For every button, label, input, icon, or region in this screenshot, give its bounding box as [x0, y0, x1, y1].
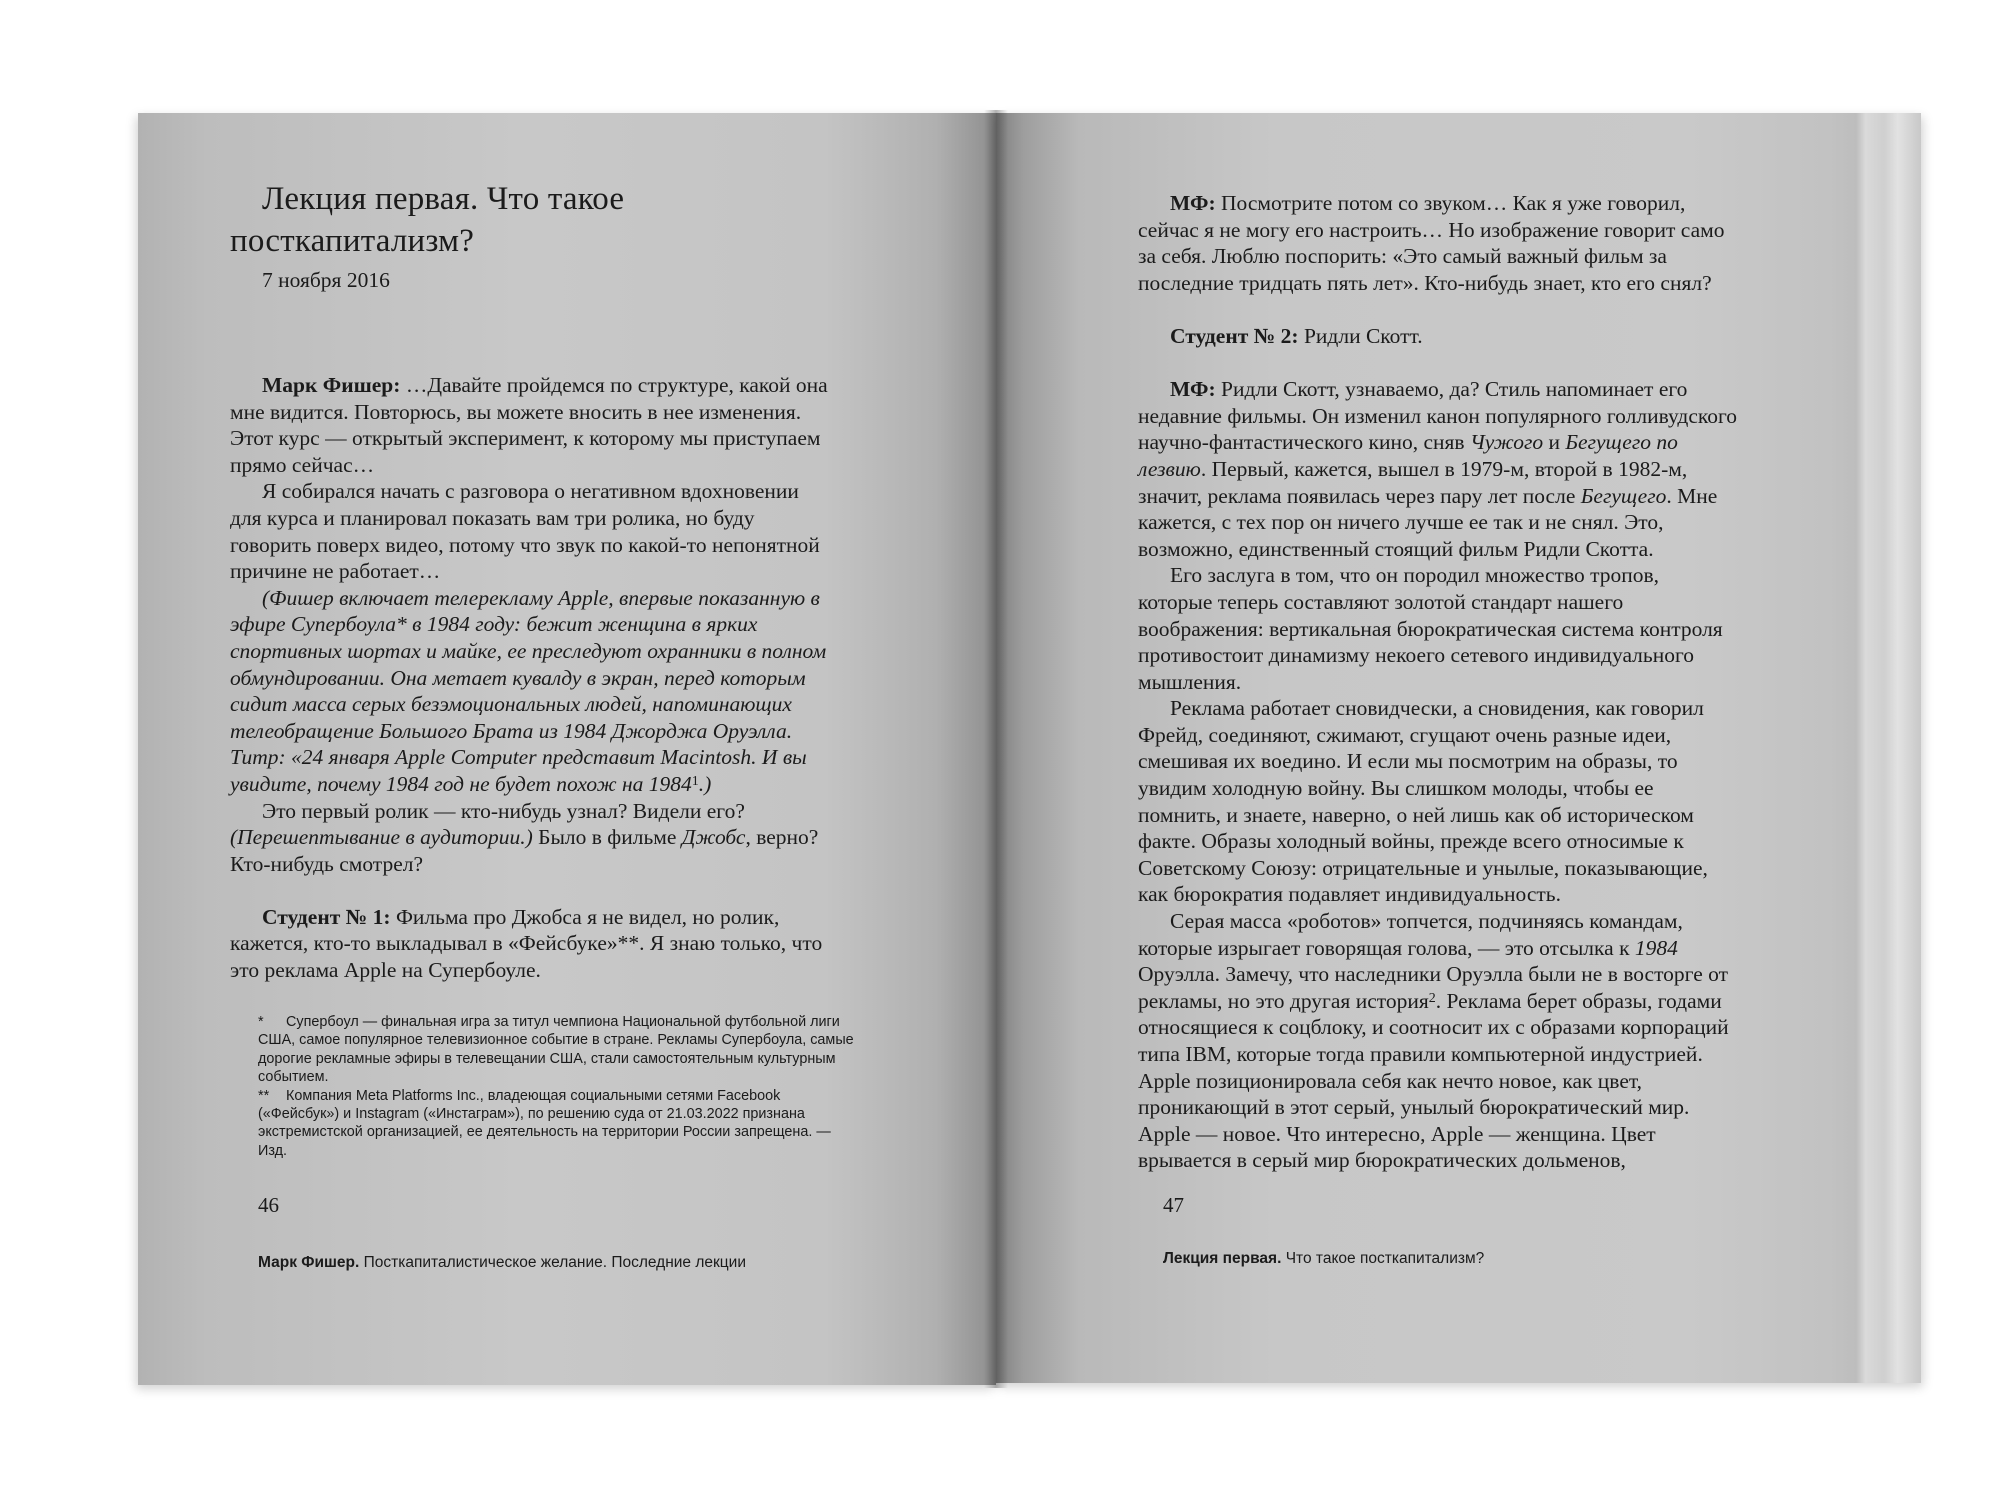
running-head-title: Что такое посткапитализм? [1281, 1250, 1485, 1267]
footnote [258, 1087, 858, 1161]
paragraph-text: …Давайте пройдемся по структуре, какой она мне видится. Повторюсь, вы можете вносить в нее изменения. Этот курс — открытый эксперимент, к которому мы приступаем прямо сейчас… [230, 373, 828, 477]
chapter-title [230, 178, 930, 262]
paragraph: Я собирался начать с разговора о негативном вдохновении для курса и планировал показать вам три ролика, но буду говорить поверх видео, потому что звук по какой-то непонятной причине не работает… [230, 479, 820, 584]
paragraph [230, 798, 828, 878]
footnote-mark: * [396, 612, 407, 637]
book-title: 1984 [1634, 935, 1678, 960]
running-head-left [258, 1254, 746, 1272]
stage-direction-text: .) [698, 771, 712, 796]
paragraph-text: . Мне кажется, с тех пор он ничего лучше ее так и не снял. Это, возможно, единственный стоящий фильм Ридли Скотта. [1138, 483, 1718, 561]
film-title: Чужого [1469, 430, 1544, 455]
footnote-text: Супербоул — финальная игра за титул чемпиона Национальной футбольной лиги США, самое популярное телевизионное событие в стране. Рекламы Супербоула, самые дорогие рекламные эфиры в телевещании США, стали самостоятельным культурным событием. [258, 1014, 854, 1086]
stage-direction-text: (Фишер включает телерекламу Apple, впервые показанную в эфире Супербоула [230, 585, 820, 637]
page-number-left: 46 [258, 1193, 279, 1217]
paragraph-text: Серая масса «роботов» топчется, подчиняясь командам, которые изрыгает говорящая голова, — это отсылка к [1138, 909, 1683, 960]
paragraph-text: , верно? Кто-нибудь смотрел? [230, 825, 819, 876]
left-body-text [230, 372, 828, 984]
paragraph-text: . Реклама берет образы, годами относящиеся к соцблоку, и соотносит их с образами корпораций типа IBM, которые тогда правили компьютерной индустрией. Apple позиционировала себя как нечто новое, как цвет, проникающий в этот серый, унылый бюрократический мир. Apple — новое. Что интересно, Apple — женщина. Цвет врывается в серый мир бюрократических дольменов, [1138, 988, 1729, 1173]
speaker-name: Марк Фишер: [262, 373, 401, 397]
footnote-text: Компания Meta Platforms Inc., владеющая социальными сетями Facebook («Фейсбук») и Instagram («Инстаграм»), по решению суда от 21.03.2022 признана экстремистской организацией, ее деятельность на территории России запрещена. — Изд. [258, 1087, 831, 1159]
paragraph-text: . Первый, кажется, вышел в 1979-м, второй в 1982-м, значит, реклама появилась через пару лет после [1138, 456, 1688, 508]
paragraph-text: Было в фильме [532, 825, 682, 850]
paragraph [1138, 190, 1738, 296]
footnote-mark: ** [258, 1087, 270, 1104]
paragraph [1138, 908, 1738, 1174]
paragraph [1138, 323, 1738, 350]
right-body-text [1138, 190, 1738, 1174]
speaker-name: МФ: [1170, 377, 1216, 402]
book-spine [984, 110, 1008, 1388]
paragraph [1138, 376, 1738, 562]
chapter-title-line-1: Лекция первая. Что такое [262, 181, 625, 217]
speaker-name: Студент № 1: [262, 904, 391, 929]
footnote [258, 1013, 858, 1087]
footnotes [258, 1013, 858, 1160]
paragraph-text: Посмотрите потом со звуком… Как я уже говорил, сейчас я не могу его настроить… Но изображение говорит само за себя. Люблю поспорить: «Это самый важный фильм за последние тридцать пять лет». Кто-нибудь знает, кто его снял? [1138, 191, 1725, 295]
paragraph [230, 372, 828, 478]
paragraph-text: Оруэлла. Замечу, что наследники Оруэлла были не в восторге от рекламы, но это другая история [1138, 962, 1728, 1013]
running-head-author: Марк Фишер. [258, 1254, 360, 1271]
paragraph-text: Фильма про Джобса я не видел, но ролик, кажется, кто-то выкладывал в «Фейсбуке»**. Я знаю только, что это реклама Apple на Супербоуле. [230, 904, 823, 983]
chapter-title-line-2: посткапитализм? [230, 223, 475, 259]
chapter-date: 7 ноября 2016 [262, 268, 390, 292]
running-head-right [1163, 1250, 1484, 1268]
stage-direction-text: в 1984 году: бежит женщина в ярких спортивных шортах и майке, ее преследуют охранники в полном обмундировании. Она метает кувалду в экран, перед которым сидит масса серых безэмоциональных людей, напоминающих телеобращение Большого Брата из 1984 Джорджа Оруэлла. Титр: «24 января Apple Computer представит Macintosh. И вы увидите, почему 1984 год не будет похож на 1984 [230, 612, 827, 796]
paragraph-text: Ридли Скотт, узнаваемо, да? Стиль напоминает его недавние фильмы. Он изменил канон популярного голливудского научно-фантастического кино, сняв [1138, 377, 1738, 455]
running-head-chapter: Лекция первая. [1163, 1250, 1282, 1267]
film-title: Бегущего по лезвию [1138, 430, 1678, 481]
paragraph-text: Ридли Скотт. [1298, 323, 1423, 348]
speaker-name: Студент № 2: [1170, 323, 1299, 348]
footnote-mark: * [258, 1014, 264, 1030]
running-head-title: Посткапиталистическое желание. Последние лекции [359, 1254, 746, 1271]
endnote-mark: 2 [1428, 990, 1436, 1006]
paragraph: Его заслуга в том, что он породил множество тропов, которые теперь составляют золотой стандарт нашего воображения: вертикальная бюрократическая система контроля противостоит динамизму некоего сетевого индивидуального мышления. [1138, 563, 1723, 694]
stage-direction-text: (Перешептывание в аудитории.) [230, 825, 533, 850]
endnote-mark: 1 [691, 773, 699, 789]
page-number-right: 47 [1163, 1193, 1184, 1217]
film-title: Бегущего [1580, 483, 1667, 508]
stage-direction [230, 585, 828, 798]
paragraph-text: Это первый ролик — кто-нибудь узнал? Видели его? [262, 798, 745, 823]
paragraph [230, 904, 828, 984]
speaker-name: МФ: [1170, 191, 1216, 215]
film-title: Джобс [681, 825, 746, 850]
paragraph: Реклама работает сновидчески, а сновидения, как говорил Фрейд, соединяют, сжимают, сгущают очень разные идеи, смешивая их воедино. И если мы посмотрим на образы, то увидим холодную войну. Вы слишком молоды, чтобы ее помнить, и знаете, наверно, о ней лишь как об историческом факте. Образы холодный войны, прежде всего относимые к Советскому Союзу: отрицательные и унылые, показывающие, как бюрократия подавляет индивидуальность. [1138, 696, 1708, 907]
paragraph-text: и [1543, 430, 1566, 455]
